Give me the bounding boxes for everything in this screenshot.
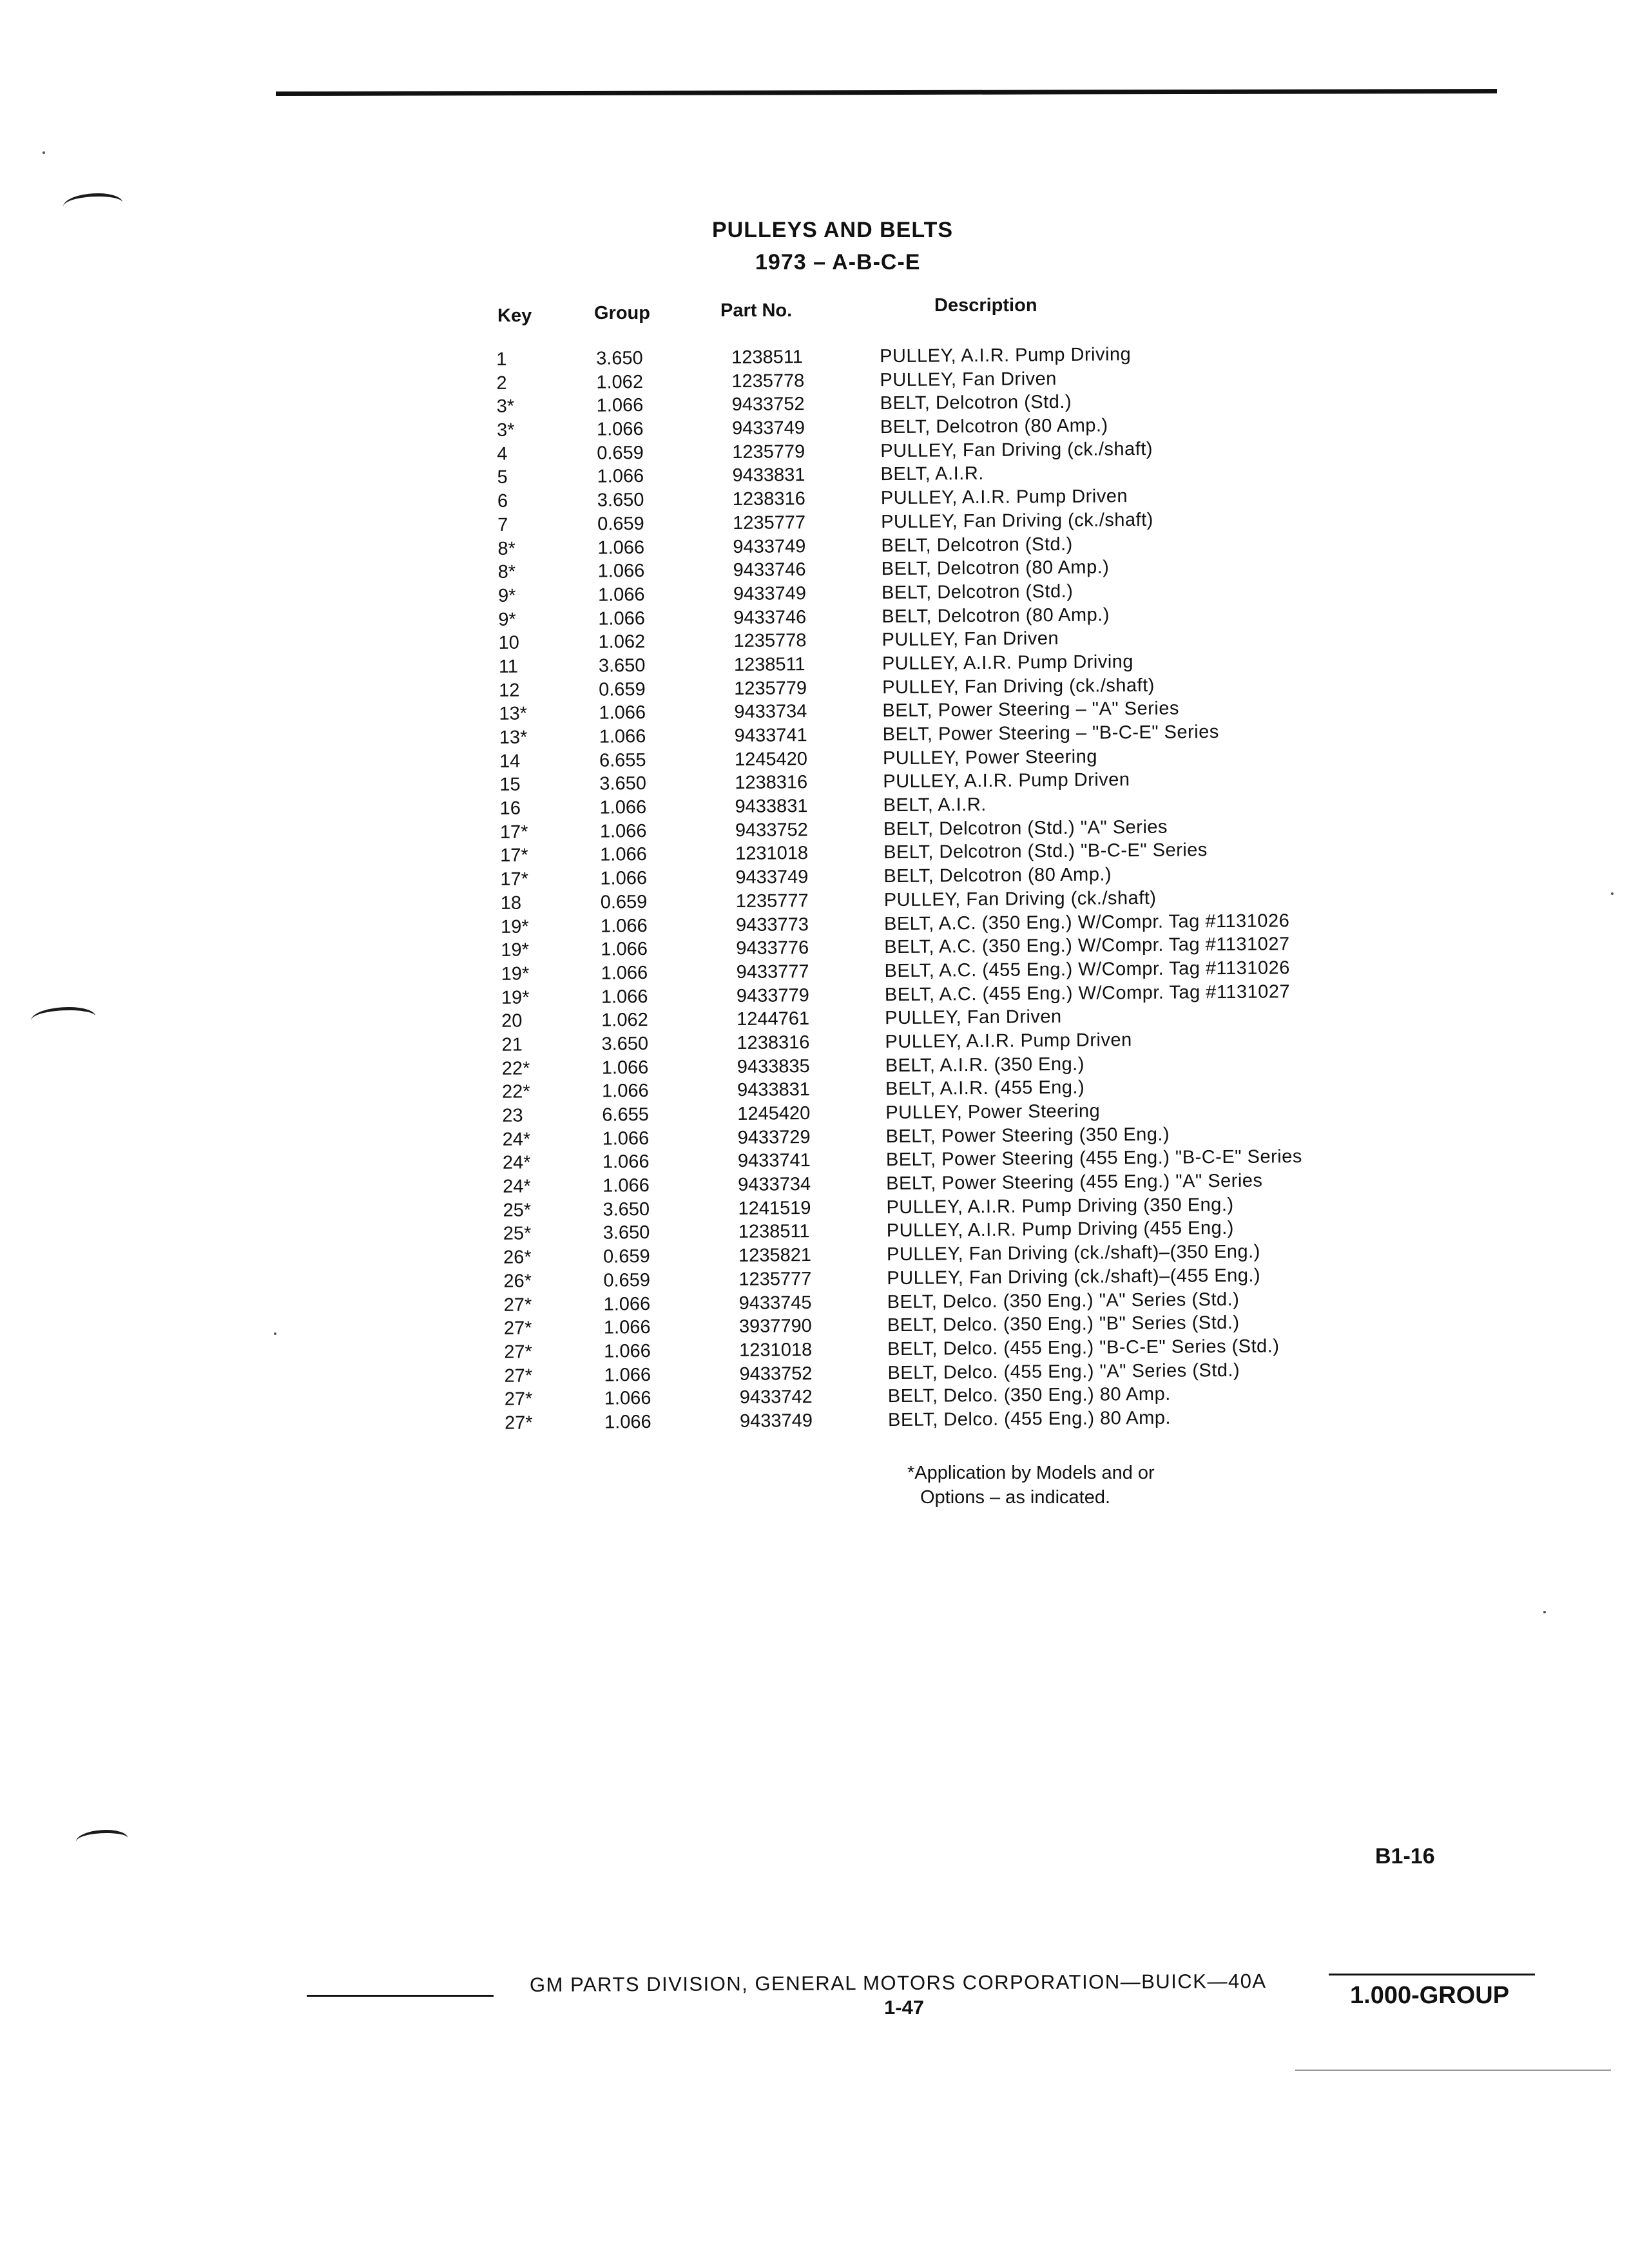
cell-key: 24* xyxy=(502,1152,531,1174)
cell-key: 3* xyxy=(496,396,515,418)
cell-group: 1.066 xyxy=(599,726,646,747)
cell-part-number: 1245420 xyxy=(734,748,808,770)
cell-key: 8* xyxy=(497,538,516,559)
cell-part-number: 9433777 xyxy=(736,961,809,983)
cell-part-number: 9433831 xyxy=(732,465,805,486)
page-subtitle: 1973 – A-B-C-E xyxy=(755,250,921,274)
cell-key: 24* xyxy=(502,1129,531,1150)
cell-description: PULLEY, Fan Driving (ck./shaft) xyxy=(880,438,1153,461)
cell-key: 2 xyxy=(496,372,507,394)
cell-description: BELT, Power Steering – "B-C-E" Series xyxy=(882,722,1219,745)
cell-description: BELT, A.I.R. (350 Eng.) xyxy=(885,1053,1085,1076)
cell-key: 5 xyxy=(497,467,508,488)
cell-description: PULLEY, A.I.R. Pump Driven xyxy=(880,486,1128,509)
cell-group: 1.066 xyxy=(597,537,645,559)
cell-key: 26* xyxy=(503,1247,532,1268)
cell-key: 17* xyxy=(500,845,528,867)
cell-key: 19* xyxy=(501,987,530,1008)
cell-key: 22* xyxy=(501,1081,530,1103)
column-header-key: Key xyxy=(497,305,532,326)
cell-part-number: 9433752 xyxy=(735,819,808,841)
cell-part-number: 9433741 xyxy=(737,1150,811,1172)
cell-part-number: 1235777 xyxy=(733,512,806,533)
binding-mark xyxy=(63,193,122,216)
cell-group: 1.066 xyxy=(596,419,644,440)
binding-mark xyxy=(76,1830,128,1850)
cell-part-number: 3937790 xyxy=(738,1316,812,1338)
cell-part-number: 1241519 xyxy=(738,1197,811,1219)
cell-key: 6 xyxy=(497,490,508,512)
cell-description: PULLEY, Fan Driving (ck./shaft)–(455 Eng.) xyxy=(887,1265,1261,1289)
cell-group: 1.066 xyxy=(601,1057,649,1079)
cell-part-number: 9433729 xyxy=(737,1126,811,1148)
scan-speck xyxy=(1543,1611,1546,1613)
cell-part-number: 1238511 xyxy=(733,654,805,675)
cell-key: 22* xyxy=(501,1058,530,1079)
cell-part-number: 1238511 xyxy=(738,1221,810,1243)
bottom-scan-line xyxy=(1295,2070,1611,2071)
cell-description: PULLEY, Power Steering xyxy=(885,1100,1101,1124)
cell-description: BELT, Power Steering – "A" Series xyxy=(882,698,1180,722)
cell-part-number: 9433752 xyxy=(731,394,805,416)
cell-group: 1.066 xyxy=(602,1175,650,1196)
cell-group: 3.650 xyxy=(599,773,647,794)
cell-description: BELT, Delcotron (80 Amp.) xyxy=(882,604,1110,627)
cell-group: 1.066 xyxy=(602,1151,650,1173)
cell-part-number: 9433831 xyxy=(737,1079,811,1101)
cell-part-number: 9433746 xyxy=(733,606,807,628)
page-reference: B1-16 xyxy=(1375,1844,1435,1869)
cell-part-number: 9433831 xyxy=(735,796,808,818)
page-title: PULLEYS AND BELTS xyxy=(712,218,954,242)
footer-publisher: GM PARTS DIVISION, GENERAL MOTORS CORPORATION—BUICK—40A xyxy=(529,1970,1267,1996)
cell-key: 13* xyxy=(499,727,528,748)
cell-part-number: 1235777 xyxy=(738,1268,812,1290)
cell-key: 27* xyxy=(504,1365,533,1387)
cell-description: PULLEY, Fan Driving (ck./shaft) xyxy=(882,675,1155,698)
cell-group: 1.066 xyxy=(601,1081,649,1102)
column-header-part-no: Part No. xyxy=(720,300,793,321)
cell-description: BELT, A.I.R. (455 Eng.) xyxy=(885,1077,1085,1100)
cell-part-number: 1238511 xyxy=(731,347,804,368)
cell-group: 6.655 xyxy=(599,749,646,771)
cell-group: 1.066 xyxy=(601,986,648,1008)
cell-group: 3.650 xyxy=(602,1222,650,1244)
cell-group: 1.062 xyxy=(596,371,644,393)
cell-description: PULLEY, Fan Driven xyxy=(882,628,1059,651)
cell-part-number: 1235821 xyxy=(738,1245,812,1267)
cell-description: BELT, A.C. (455 Eng.) W/Compr. Tag #1131026 xyxy=(884,957,1290,982)
cell-part-number: 9433749 xyxy=(733,535,806,557)
cell-part-number: 9433745 xyxy=(738,1292,812,1314)
cell-key: 19* xyxy=(500,916,529,937)
cell-key: 8* xyxy=(497,561,516,583)
cell-part-number: 9433773 xyxy=(735,914,809,936)
cell-description: BELT, A.C. (455 Eng.) W/Compr. Tag #1131027 xyxy=(884,981,1291,1005)
footnote-line-1: *Application by Models and or xyxy=(907,1463,1155,1483)
cell-group: 1.066 xyxy=(604,1364,651,1386)
cell-group: 0.659 xyxy=(600,891,648,913)
cell-part-number: 9433742 xyxy=(739,1387,813,1408)
cell-part-number: 9433734 xyxy=(734,701,807,723)
cell-key: 9* xyxy=(497,585,516,606)
cell-part-number: 9433749 xyxy=(731,418,805,439)
cell-part-number: 9433835 xyxy=(737,1055,810,1077)
scan-speck xyxy=(43,151,45,154)
cell-key: 10 xyxy=(498,632,519,654)
cell-description: BELT, Delco. (455 Eng.) "B-C-E" Series (Std.) xyxy=(887,1336,1280,1360)
cell-key: 1 xyxy=(496,349,507,370)
cell-part-number: 1244761 xyxy=(737,1008,810,1030)
cell-part-number: 9433779 xyxy=(736,985,809,1006)
cell-part-number: 1235779 xyxy=(732,441,805,463)
cell-key: 21 xyxy=(501,1034,523,1055)
cell-group: 0.659 xyxy=(597,442,644,464)
cell-part-number: 9433749 xyxy=(735,867,809,889)
cell-key: 18 xyxy=(500,892,522,914)
cell-group: 1.066 xyxy=(604,1411,651,1433)
top-rule xyxy=(276,89,1497,96)
cell-group: 1.066 xyxy=(604,1340,651,1362)
cell-key: 23 xyxy=(502,1105,523,1126)
footer-rule-right xyxy=(1329,1974,1535,1975)
cell-description: BELT, Delcotron (80 Amp.) xyxy=(883,864,1112,887)
cell-part-number: 1245420 xyxy=(737,1103,811,1124)
cell-key: 27* xyxy=(504,1412,533,1434)
cell-key: 16 xyxy=(499,798,521,819)
cell-group: 1.066 xyxy=(597,584,645,606)
cell-group: 3.650 xyxy=(596,348,643,369)
cell-description: BELT, Delco. (350 Eng.) "B" Series (Std.) xyxy=(887,1312,1240,1336)
column-header-group: Group xyxy=(594,303,650,323)
cell-part-number: 1231018 xyxy=(739,1339,813,1361)
cell-group: 1.066 xyxy=(596,395,644,416)
footer-page-number: 1-47 xyxy=(884,1996,925,2019)
cell-description: PULLEY, Fan Driven xyxy=(880,368,1057,390)
cell-group: 0.659 xyxy=(599,678,646,700)
cell-group: 1.066 xyxy=(597,561,645,582)
parts-table xyxy=(483,341,1407,1436)
cell-description: PULLEY, A.I.R. Pump Driving (455 Eng.) xyxy=(886,1218,1235,1242)
cell-key: 3* xyxy=(496,419,515,441)
cell-description: BELT, Delcotron (Std.) xyxy=(880,392,1072,414)
cell-key: 27* xyxy=(503,1294,532,1316)
cell-part-number: 1238316 xyxy=(735,772,808,794)
cell-description: BELT, Power Steering (350 Eng.) xyxy=(885,1124,1170,1147)
cell-part-number: 9433741 xyxy=(734,725,807,746)
cell-group: 1.062 xyxy=(598,631,646,653)
cell-key: 20 xyxy=(501,1010,523,1032)
cell-key: 4 xyxy=(497,443,508,465)
cell-part-number: 1235779 xyxy=(734,677,807,699)
cell-group: 3.650 xyxy=(597,490,644,511)
cell-key: 27* xyxy=(504,1341,532,1363)
cell-group: 3.650 xyxy=(602,1198,650,1220)
cell-part-number: 1231018 xyxy=(735,843,809,865)
cell-key: 13* xyxy=(499,703,528,725)
cell-description: BELT, Delco. (455 Eng.) "A" Series (Std.) xyxy=(887,1360,1240,1383)
cell-description: PULLEY, A.I.R. Pump Driving xyxy=(879,344,1132,367)
cell-description: BELT, Power Steering (455 Eng.) "B-C-E" Series xyxy=(885,1146,1302,1171)
scan-speck xyxy=(1611,892,1614,895)
cell-key: 14 xyxy=(499,751,521,772)
footer-group-label: 1.000-GROUP xyxy=(1350,1982,1510,2009)
cell-description: PULLEY, A.I.R. Pump Driven xyxy=(885,1030,1132,1053)
cell-group: 0.659 xyxy=(597,513,644,535)
cell-group: 0.659 xyxy=(602,1246,650,1267)
cell-key: 26* xyxy=(503,1271,532,1292)
cell-group: 1.066 xyxy=(599,797,647,818)
cell-group: 0.659 xyxy=(603,1269,651,1291)
cell-description: PULLEY, A.I.R. Pump Driven xyxy=(883,769,1130,793)
footnote-line-2: Options – as indicated. xyxy=(920,1487,1111,1508)
cell-key: 11 xyxy=(498,656,519,677)
cell-key: 27* xyxy=(503,1318,532,1339)
cell-group: 1.066 xyxy=(603,1293,651,1315)
cell-group: 1.066 xyxy=(597,466,644,488)
cell-description: BELT, Delco. (350 Eng.) "A" Series (Std.) xyxy=(887,1289,1240,1312)
cell-part-number: 1235778 xyxy=(731,370,805,392)
cell-key: 7 xyxy=(497,514,508,535)
cell-group: 1.066 xyxy=(602,1128,650,1149)
cell-part-number: 9433734 xyxy=(738,1174,811,1195)
cell-key: 12 xyxy=(499,680,520,701)
cell-key: 25* xyxy=(503,1223,532,1245)
cell-key: 17* xyxy=(499,822,528,843)
cell-group: 1.066 xyxy=(601,962,648,984)
cell-part-number: 1235777 xyxy=(735,890,809,912)
cell-part-number: 9433776 xyxy=(736,937,809,959)
cell-description: BELT, Delcotron (80 Amp.) xyxy=(881,557,1110,580)
cell-group: 1.066 xyxy=(600,868,648,889)
cell-part-number: 1238316 xyxy=(732,488,805,510)
cell-group: 1.066 xyxy=(603,1317,651,1338)
cell-group: 1.066 xyxy=(598,608,646,629)
cell-description: BELT, A.C. (350 Eng.) W/Compr. Tag #1131027 xyxy=(884,934,1290,958)
cell-group: 3.650 xyxy=(598,655,646,677)
cell-key: 24* xyxy=(503,1176,531,1197)
cell-key: 19* xyxy=(501,939,530,961)
cell-key: 27* xyxy=(504,1389,533,1410)
cell-part-number: 1235778 xyxy=(733,630,807,652)
cell-key: 9* xyxy=(498,609,516,630)
cell-description: PULLEY, Fan Driven xyxy=(885,1006,1062,1029)
cell-description: PULLEY, Fan Driving (ck./shaft) xyxy=(883,887,1157,910)
cell-key: 19* xyxy=(501,963,530,985)
cell-key: 17* xyxy=(500,869,529,890)
binding-mark xyxy=(31,1007,95,1030)
cell-key: 25* xyxy=(503,1200,532,1221)
cell-description: BELT, Delcotron (80 Amp.) xyxy=(880,415,1108,438)
cell-description: BELT, Delcotron (Std.) "A" Series xyxy=(883,816,1168,840)
cell-description: BELT, Delco. (350 Eng.) 80 Amp. xyxy=(887,1383,1171,1407)
cell-key: 15 xyxy=(499,774,521,796)
cell-group: 3.650 xyxy=(601,1033,649,1055)
cell-description: PULLEY, Power Steering xyxy=(882,746,1098,769)
cell-part-number: 9433749 xyxy=(739,1410,813,1432)
cell-part-number: 1238316 xyxy=(737,1032,810,1053)
cell-part-number: 9433752 xyxy=(739,1363,813,1385)
cell-part-number: 9433749 xyxy=(733,582,807,604)
cell-group: 1.066 xyxy=(599,702,646,724)
cell-group: 1.066 xyxy=(601,939,648,960)
cell-group: 1.066 xyxy=(604,1388,651,1409)
cell-group: 1.062 xyxy=(601,1010,648,1031)
footer-rule-left xyxy=(307,1995,494,1997)
cell-group: 1.066 xyxy=(600,844,647,866)
cell-description: BELT, Delcotron (Std.) xyxy=(881,581,1074,604)
cell-description: BELT, A.C. (350 Eng.) W/Compr. Tag #1131026 xyxy=(883,910,1290,934)
cell-description: BELT, A.I.R. xyxy=(880,463,984,485)
cell-description: PULLEY, A.I.R. Pump Driving (350 Eng.) xyxy=(886,1194,1234,1218)
cell-description: BELT, Delcotron (Std.) xyxy=(881,533,1073,556)
cell-description: BELT, Power Steering (455 Eng.) "A" Series xyxy=(886,1170,1263,1195)
column-header-description: Description xyxy=(934,295,1037,316)
cell-description: BELT, Delcotron (Std.) "B-C-E" Series xyxy=(883,840,1208,863)
cell-group: 1.066 xyxy=(600,915,648,937)
cell-description: BELT, Delco. (455 Eng.) 80 Amp. xyxy=(887,1407,1171,1431)
cell-group: 1.066 xyxy=(599,820,647,842)
cell-part-number: 9433746 xyxy=(733,559,806,581)
cell-description: PULLEY, A.I.R. Pump Driving xyxy=(882,651,1134,675)
cell-description: PULLEY, Fan Driving (ck./shaft)–(350 Eng.) xyxy=(886,1241,1260,1265)
cell-description: PULLEY, Fan Driving (ck./shaft) xyxy=(881,509,1153,532)
cell-description: BELT, A.I.R. xyxy=(883,794,987,816)
scan-speck xyxy=(274,1332,276,1335)
cell-group: 6.655 xyxy=(602,1104,650,1126)
